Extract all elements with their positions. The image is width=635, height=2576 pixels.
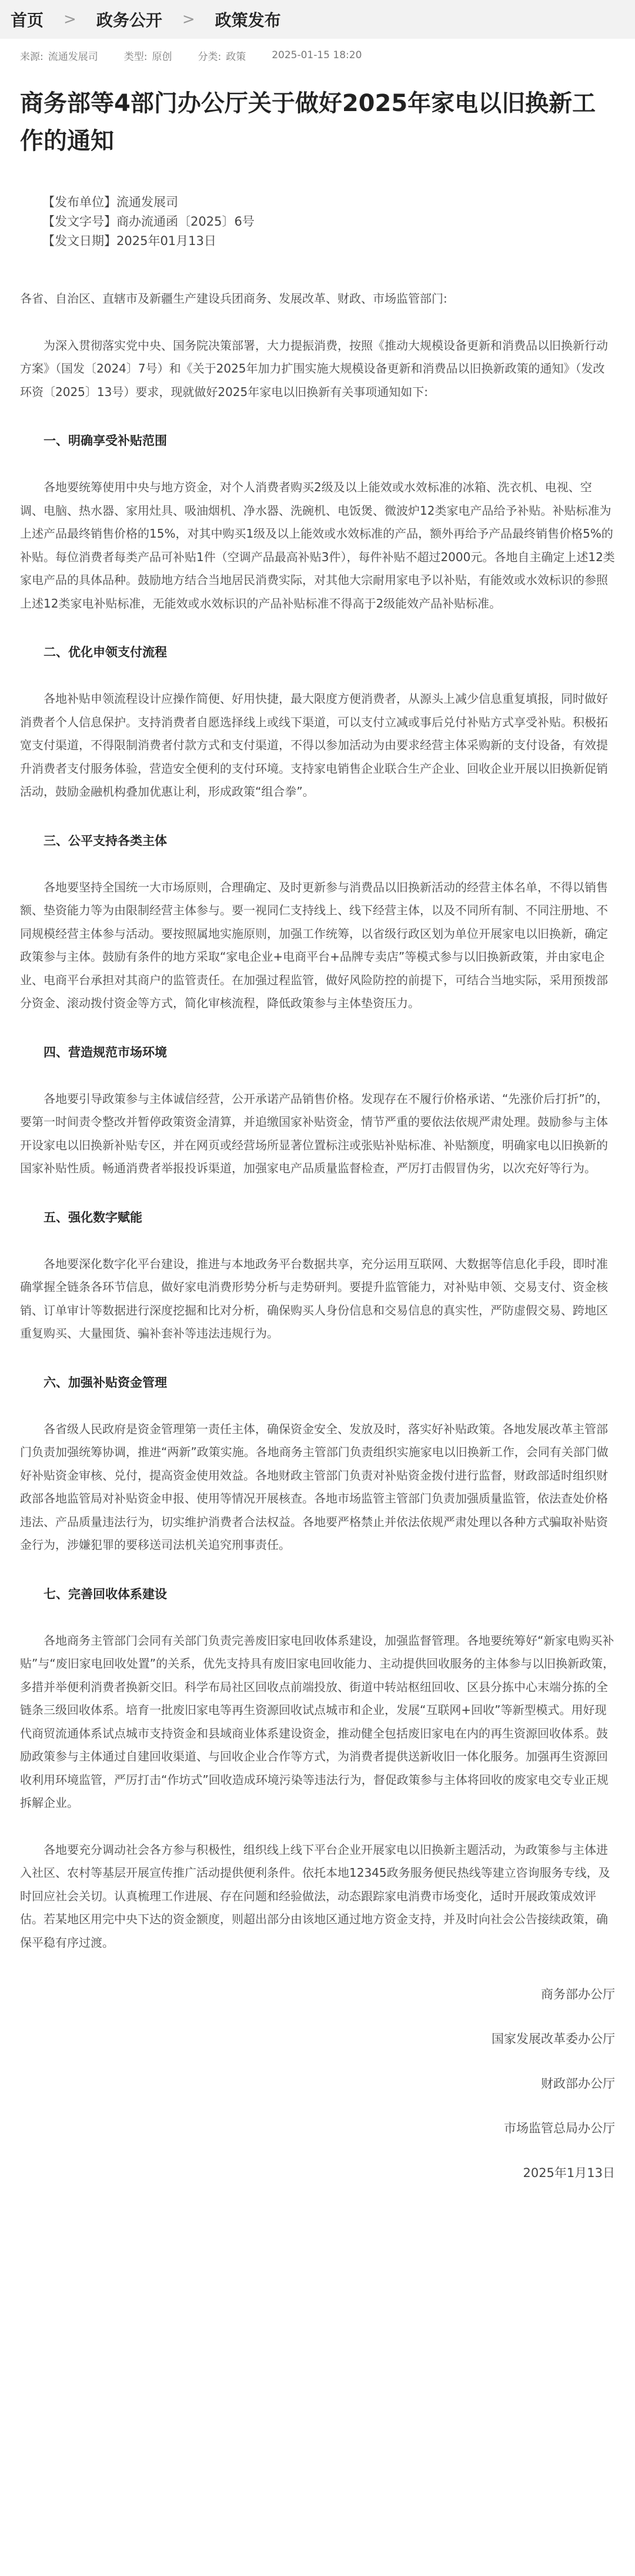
chevron-right-icon: > xyxy=(63,11,76,28)
meta-source-value: 流通发展司 xyxy=(48,51,98,63)
doc-issuer-value: 流通发展司 xyxy=(116,195,178,209)
document-info xyxy=(0,160,635,251)
section-heading: 五、强化数字赋能 xyxy=(44,1210,142,1225)
meta-category-label: 分类: xyxy=(198,51,222,63)
meta-source xyxy=(20,48,98,63)
section-heading: 一、明确享受补贴范围 xyxy=(44,434,167,448)
intro-paragraph: 为深入贯彻落实党中央、国务院决策部署，大力提振消费，按照《推动大规模设备更新和消费品以旧换新行动方案》（国发〔2024〕7号）和《关于2025年加力扩围实施大规模设备更新和消费品以旧换新政策的通知》（发改环资〔2025〕13号）要求，现就做好2025年家电以旧换新有关事项通知如下: xyxy=(20,338,608,399)
doc-date-value: 2025年01月13日 xyxy=(116,234,216,248)
breadcrumb xyxy=(0,0,635,39)
signature-mof: 财政部办公厅 xyxy=(541,2077,615,2091)
breadcrumb-home[interactable]: 首页 xyxy=(11,11,44,30)
section-heading: 六、加强补贴资金管理 xyxy=(44,1375,167,1390)
section-paragraph: 各地要充分调动社会各方参与积极性，组织线上线下平台企业开展家电以旧换新主题活动，为政策参与主体进入社区、农村等基层开展宣传推广活动提供便利条件。依托本地12345政务服务便民热线等建立咨询服务专线，及时回应社会关切。认真梳理工作进展、存在问题和经验做法，动态跟踪家电消费市场变化，适时开展政策成效评估。若某地区用完中央下达的资金额度，则超出部分由该地区通过地方资金支持，并及时向社会公告接续政策，确保平稳有序过渡。 xyxy=(20,1842,610,1950)
signature-ndrc: 国家发展改革委办公厅 xyxy=(492,2032,615,2046)
section-paragraph: 各地商务主管部门会同有关部门负责完善废旧家电回收体系建设，加强监督管理。各地要统筹好“新家电购买补贴”与“废旧家电回收处置”的关系，优先支持具有废旧家电回收能力、主动提供回收服务的主体参与以旧换新政策，多措并举便利消费者换新交旧。科学布局社区回收点前端投放、街道中转站枢纽回收、区县分拣中心末端分拣的全链条三级回收体系。培育一批废旧家电等再生资源回收试点城市和企业，发展“互联网+回收”等新型模式。用好现代商贸流通体系试点城市支持资金和县域商业体系建设资金，推动健全包括废旧家电在内的再生资源回收体系。鼓励政策参与主体通过自建回收渠道、与回收企业合作等方式，为消费者提供送新收旧一体化服务。加强再生资源回收利用环境监管，严厉打击“作坊式”回收造成环境污染等违法行为，督促政策参与主体将回收的废家电交专业正规拆解企业。 xyxy=(20,1633,615,1810)
section-paragraph: 各地要深化数字化平台建设，推进与本地政务平台数据共享，充分运用互联网、大数据等信息化手段，即时准确掌握全链条各环节信息，做好家电消费形势分析与走势研判。要提升监管能力，对补贴申领、交易支付、资金核销、订单审计等数据进行深度挖掘和比对分析，确保购买人身份信息和交易信息的真实性，严防虚假交易、跨地区重复购买、大量囤货、骗补套补等违法违规行为。 xyxy=(20,1256,608,1340)
section-paragraph: 各地要坚持全国统一大市场原则，合理确定、及时更新参与消费品以旧换新活动的经营主体名单，不得以销售额、垫资能力等为由限制经营主体参与。要一视同仁支持线上、线下经营主体，以及不同所有制、不同注册地、不同规模经营主体参与活动。要按照属地实施原则，加强工作统筹，以省级行政区划为单位开展家电以旧换新，确定政策参与主体。鼓励有条件的地方采取“家电企业+电商平台+品牌专卖店”等模式参与以旧换新政策，并由家电企业、电商平台承担对其商户的监管责任。在加强过程监管，做好风险防控的前提下，可结合当地实际，采用预拨部分资金、滚动拨付资金等方式，简化审核流程，降低政策参与主体垫资压力。 xyxy=(20,880,608,1010)
section-paragraph: 各地要统筹使用中央与地方资金，对个人消费者购买2级及以上能效或水效标准的冰箱、洗衣机、电视、空调、电脑、热水器、家用灶具、吸油烟机、净水器、洗碗机、电饭煲、微波炉12类家电产品给予补贴。补贴标准为上述产品最终销售价格的15%，对其中购买1级及以上能效或水效标准的产品，额外再给予产品最终销售价格5%的补贴。每位消费者每类产品可补贴1件（空调产品最高补贴3件），每件补贴不超过2000元。各地自主确定上述12类家电产品的具体品种。鼓励地方结合当地居民消费实际，对其他大宗耐用家电予以补贴，有能效或水效标识的参照上述12类家电补贴标准，无能效或水效标识的产品补贴标准不得高于2级能效产品补贴标准。 xyxy=(20,480,615,611)
doc-number xyxy=(42,212,635,232)
meta-type-value: 原创 xyxy=(152,51,172,63)
breadcrumb-policy-release[interactable]: 政策发布 xyxy=(215,11,281,30)
signature-samr: 市场监管总局办公厅 xyxy=(504,2121,615,2135)
signature-mofcom: 商务部办公厅 xyxy=(541,1987,615,2001)
article-meta xyxy=(0,39,635,72)
section-heading: 二、优化申领支付流程 xyxy=(44,645,167,659)
doc-date-label: 【发文日期】 xyxy=(42,234,116,248)
section-heading: 四、营造规范市场环境 xyxy=(44,1045,167,1059)
doc-issuer xyxy=(42,193,635,212)
doc-number-label: 【发文字号】 xyxy=(42,214,116,229)
breadcrumb-gov-affairs[interactable]: 政务公开 xyxy=(96,11,162,30)
section-heading: 七、完善回收体系建设 xyxy=(44,1586,167,1601)
chevron-right-icon: > xyxy=(182,11,195,28)
page-title: 商务部等4部门办公厅关于做好2025年家电以旧换新工作的通知 xyxy=(20,90,596,155)
doc-number-value: 商办流通函〔2025〕6号 xyxy=(116,214,255,229)
meta-source-label: 来源: xyxy=(20,51,44,63)
section-paragraph: 各地要引导政策参与主体诚信经营，公开承诺产品销售价格。发现存在不履行价格承诺、“先涨价后打折”的，要第一时间责令整改并暂停政策资金清算，并追缴国家补贴资金，情节严重的要依法依规严肃处理。鼓励参与主体开设家电以旧换新补贴专区，并在网页或经营场所显著位置标注或张贴补贴标准、补贴额度，明确家电以旧换新的国家补贴性质。畅通消费者举报投诉渠道，加强家电产品质量监督检查，严厉打击假冒伪劣，以次充好等行为。 xyxy=(20,1091,609,1175)
signature-block xyxy=(20,1985,615,2181)
meta-datetime: 2025-01-15 18:20 xyxy=(272,49,362,61)
meta-category-value: 政策 xyxy=(226,51,246,63)
doc-date xyxy=(42,232,635,251)
meta-category xyxy=(198,48,246,63)
section-paragraph: 各地补贴申领流程设计应操作简便、好用快捷，最大限度方便消费者，从源头上减少信息重复填报，同时做好消费者个人信息保护。支持消费者自愿选择线上或线下渠道，可以支付立减或事后兑付补贴方式享受补贴。积极拓宽支付渠道，不得限制消费者付款方式和支付渠道，不得以参加活动为由要求经营主体采购新的支付设备，有效提升消费者支付服务体验，营造安全便利的支付环境。支持家电销售企业联合生产企业、回收企业开展以旧换新促销活动，鼓励金融机构叠加优惠让利，形成政策“组合拳”。 xyxy=(20,692,608,799)
doc-issuer-label: 【发布单位】 xyxy=(42,195,116,209)
section-paragraph: 各省级人民政府是资金管理第一责任主体，确保资金安全、发放及时，落实好补贴政策。各地发展改革主管部门负责加强统筹协调，推进“两新”政策实施。各地商务主管部门负责组织实施家电以旧换新工作，会同有关部门做好补贴资金审核、兑付，提高资金使用效益。各地财政主管部门负责对补贴资金拨付进行监督，财政部适时组织财政部各地监管局对补贴资金申报、使用等情况开展核查。各地市场监管主管部门负责加强质量监管，依法查处价格违法、产品质量违法行为，切实维护消费者合法权益。各地要严格禁止并依法依规严肃处理以各种方式骗取补贴资金行为，涉嫌犯罪的要移送司法机关追究刑事责任。 xyxy=(20,1421,609,1552)
meta-type xyxy=(124,48,172,63)
article-body xyxy=(0,287,635,2181)
signature-date: 2025年1月13日 xyxy=(523,2166,615,2180)
salutation: 各省、自治区、直辖市及新疆生产建设兵团商务、发展改革、财政、市场监管部门: xyxy=(20,291,447,306)
meta-type-label: 类型: xyxy=(123,51,148,63)
section-heading: 三、公平支持各类主体 xyxy=(44,833,167,848)
